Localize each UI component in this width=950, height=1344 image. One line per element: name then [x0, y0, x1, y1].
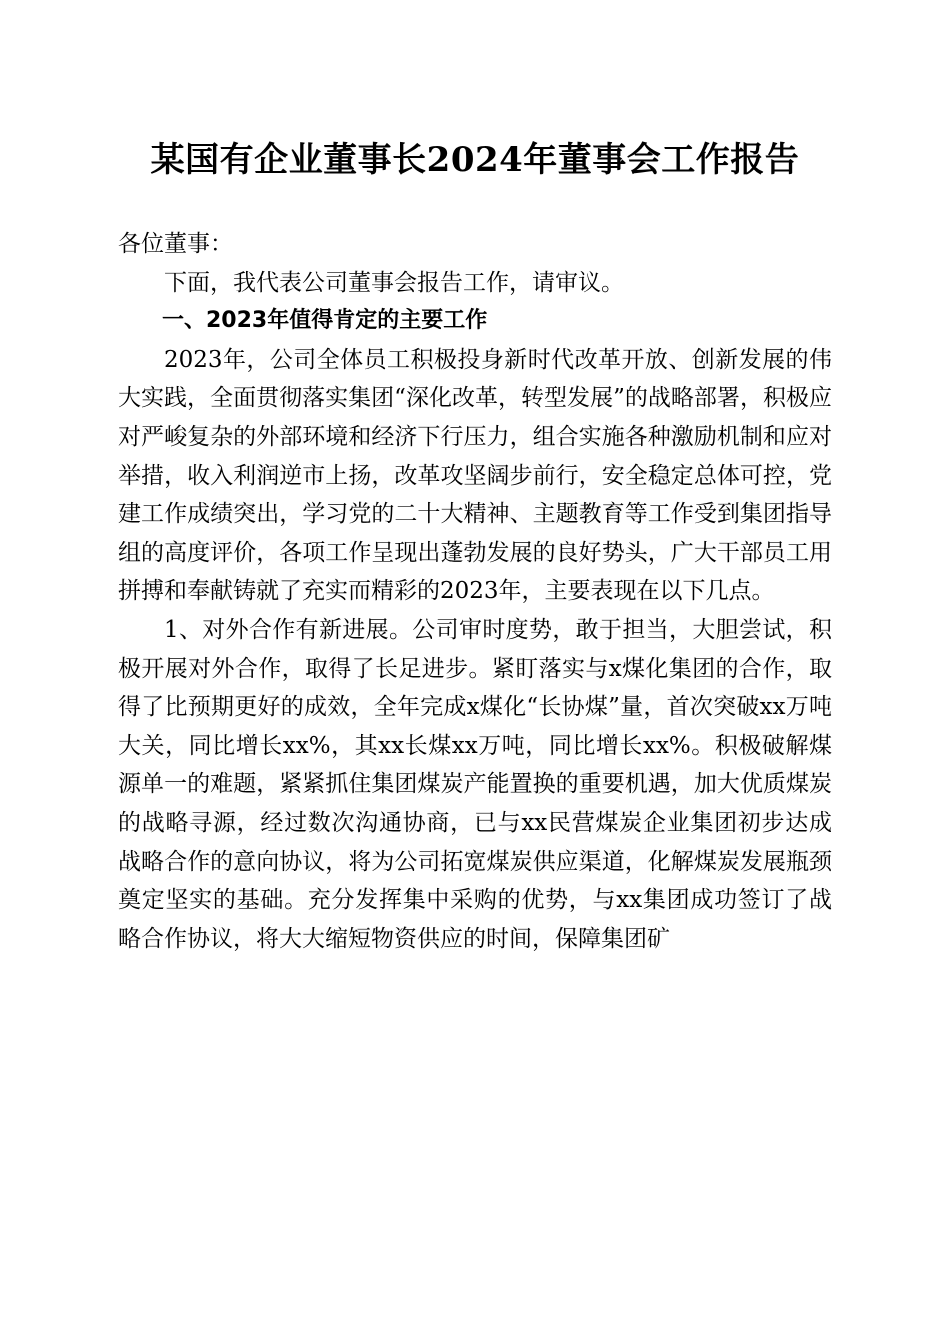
- body-paragraph: 2023年，公司全体员工积极投身新时代改革开放、创新发展的伟大实践，全面贯彻落实集团“深化改革，转型发展”的战略部署，积极应对严峻复杂的外部环境和经济下行压力，组合实施各种激励机制和应对举措，收入利润逆市上扬，改革攻坚阔步前行，安全稳定总体可控，党建工作成绩突出，学习党的二十大精神、主题教育等工作受到集团指导组的高度评价，各项工作呈现出蓬勃发展的良好势头，广大干部员工用拼搏和奉献铸就了充实而精彩的2023年，主要表现在以下几点。: [118, 346, 832, 605]
- body-paragraph: 1、对外合作有新进展。公司审时度势，敢于担当，大胆尝试，积极开展对外合作，取得了长足进步。紧盯落实与x煤化集团的合作，取得了比预期更好的成效，全年完成x煤化“长协煤”量，首次突破xx万吨大关，同比增长xx%，其xx长煤xx万吨，同比增长xx%。积极破解煤源单一的难题，紧紧抓住集团煤炭产能置换的重要机遇，加大优质煤炭的战略寻源，经过数次沟通协商，已与xx民营煤炭企业集团初步达成战略合作的意向协议，将为公司拓宽煤炭供应渠道，化解煤炭发展瓶颈奠定坚实的基础。充分发挥集中采购的优势，与xx集团成功签订了战略合作协议，将大大缩短物资供应的时间，保障集团矿: [118, 616, 832, 952]
- document-title: 某国有企业董事长2024年董事会工作报告: [150, 140, 800, 180]
- salutation: 各位董事：: [118, 231, 233, 257]
- document-body: [118, 225, 832, 958]
- intro-paragraph: 下面，我代表公司董事会报告工作，请审议。: [164, 269, 624, 296]
- section-heading: 一、2023年值得肯定的主要工作: [162, 308, 488, 334]
